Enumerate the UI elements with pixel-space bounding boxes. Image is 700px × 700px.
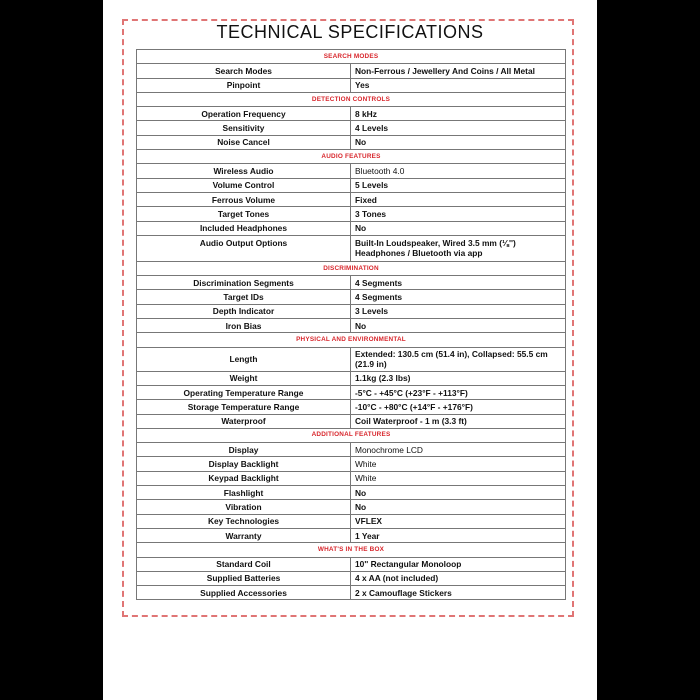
page-title: TECHNICAL SPECIFICATIONS: [216, 22, 484, 42]
spec-value: Bluetooth 4.0: [351, 164, 566, 178]
spec-label: Flashlight: [137, 486, 351, 500]
spec-label: Noise Cancel: [137, 135, 351, 149]
table-row: [137, 107, 566, 121]
spec-value: -10°C - +80°C (+14°F - +176°F): [351, 400, 566, 414]
section-heading-discrimination: DISCRIMINATION: [137, 261, 566, 275]
spec-label: Key Technologies: [137, 514, 351, 528]
spec-value: Non-Ferrous / Jewellery And Coins / All Metal: [351, 64, 566, 78]
spec-label: Length: [137, 347, 351, 371]
table-row: [137, 571, 566, 585]
table-row: [137, 371, 566, 385]
section-row: [137, 92, 566, 106]
spec-value: 5 Levels: [351, 178, 566, 192]
spec-value: 4 Levels: [351, 121, 566, 135]
table-row: [137, 500, 566, 514]
table-row: [137, 385, 566, 399]
spec-value: Monochrome LCD: [351, 443, 566, 457]
spec-value: Coil Waterproof - 1 m (3.3 ft): [351, 414, 566, 428]
spec-value: 10'' Rectangular Monoloop: [351, 557, 566, 571]
table-row: [137, 276, 566, 290]
spec-label: Target Tones: [137, 207, 351, 221]
spec-label: Target IDs: [137, 290, 351, 304]
spec-value: 4 Segments: [351, 290, 566, 304]
spec-value: 3 Tones: [351, 207, 566, 221]
spec-value: Built-In Loudspeaker, Wired 3.5 mm (⅛'') Headphones / Bluetooth via app: [351, 235, 566, 261]
spec-label: Pinpoint: [137, 78, 351, 92]
table-row: [137, 471, 566, 485]
table-row: [137, 221, 566, 235]
spec-value: No: [351, 486, 566, 500]
spec-label: Display: [137, 443, 351, 457]
spec-label: Included Headphones: [137, 221, 351, 235]
spec-value: No: [351, 221, 566, 235]
table-row: [137, 207, 566, 221]
section-heading-search-modes: SEARCH MODES: [137, 50, 566, 64]
spec-label: Volume Control: [137, 178, 351, 192]
spec-sheet: [103, 0, 597, 700]
specifications-table: [136, 49, 566, 600]
table-row: [137, 121, 566, 135]
spec-value: Yes: [351, 78, 566, 92]
section-heading-physical-and-environmental: PHYSICAL AND ENVIRONMENTAL: [137, 333, 566, 347]
table-row: [137, 586, 566, 600]
spec-value: Extended: 130.5 cm (51.4 in), Collapsed: 55.5 cm (21.9 in): [351, 347, 566, 371]
table-row: [137, 457, 566, 471]
spec-value: 8 kHz: [351, 107, 566, 121]
table-row: [137, 135, 566, 149]
spec-label: Audio Output Options: [137, 235, 351, 261]
spec-label: Operating Temperature Range: [137, 385, 351, 399]
spec-value: No: [351, 135, 566, 149]
spec-label: Vibration: [137, 500, 351, 514]
spec-value: No: [351, 500, 566, 514]
section-row: [137, 333, 566, 347]
table-row: [137, 486, 566, 500]
spec-label: Discrimination Segments: [137, 276, 351, 290]
spec-value: 4 x AA (not included): [351, 571, 566, 585]
spec-value: White: [351, 457, 566, 471]
spec-value: 1.1kg (2.3 lbs): [351, 371, 566, 385]
table-row: [137, 192, 566, 206]
table-row: [137, 400, 566, 414]
spec-value: -5°C - +45°C (+23°F - +113°F): [351, 385, 566, 399]
spec-value: 3 Levels: [351, 304, 566, 318]
section-row: [137, 428, 566, 442]
section-heading-audio-features: AUDIO FEATURES: [137, 150, 566, 164]
table-row: [137, 164, 566, 178]
section-heading-whats-in-the-box: WHAT'S IN THE BOX: [137, 543, 566, 557]
table-row: [137, 414, 566, 428]
section-heading-additional-features: ADDITIONAL FEATURES: [137, 428, 566, 442]
table-row: [137, 304, 566, 318]
spec-label: Waterproof: [137, 414, 351, 428]
spec-label: Iron Bias: [137, 319, 351, 333]
table-row: [137, 290, 566, 304]
spec-label: Depth Indicator: [137, 304, 351, 318]
spec-label: Sensitivity: [137, 121, 351, 135]
spec-label: Keypad Backlight: [137, 471, 351, 485]
table-row: [137, 64, 566, 78]
table-row: [137, 178, 566, 192]
spec-label: Warranty: [137, 528, 351, 542]
section-row: [137, 261, 566, 275]
table-row: [137, 78, 566, 92]
table-row: [137, 319, 566, 333]
spec-value: White: [351, 471, 566, 485]
spec-label: Standard Coil: [137, 557, 351, 571]
spec-label: Storage Temperature Range: [137, 400, 351, 414]
spec-value: Fixed: [351, 192, 566, 206]
spec-value: No: [351, 319, 566, 333]
spec-label: Supplied Accessories: [137, 586, 351, 600]
spec-value: 1 Year: [351, 528, 566, 542]
section-heading-detection-controls: DETECTION CONTROLS: [137, 92, 566, 106]
spec-label: Supplied Batteries: [137, 571, 351, 585]
table-row: [137, 514, 566, 528]
table-row: [137, 347, 566, 371]
spec-value: VFLEX: [351, 514, 566, 528]
spec-value: 4 Segments: [351, 276, 566, 290]
table-row: [137, 557, 566, 571]
table-row: [137, 235, 566, 261]
table-row: [137, 528, 566, 542]
spec-value: 2 x Camouflage Stickers: [351, 586, 566, 600]
spec-label: Ferrous Volume: [137, 192, 351, 206]
spec-label: Operation Frequency: [137, 107, 351, 121]
section-row: [137, 50, 566, 64]
table-row: [137, 443, 566, 457]
section-row: [137, 150, 566, 164]
spec-label: Display Backlight: [137, 457, 351, 471]
section-row: [137, 543, 566, 557]
spec-label: Weight: [137, 371, 351, 385]
spec-label: Search Modes: [137, 64, 351, 78]
spec-label: Wireless Audio: [137, 164, 351, 178]
